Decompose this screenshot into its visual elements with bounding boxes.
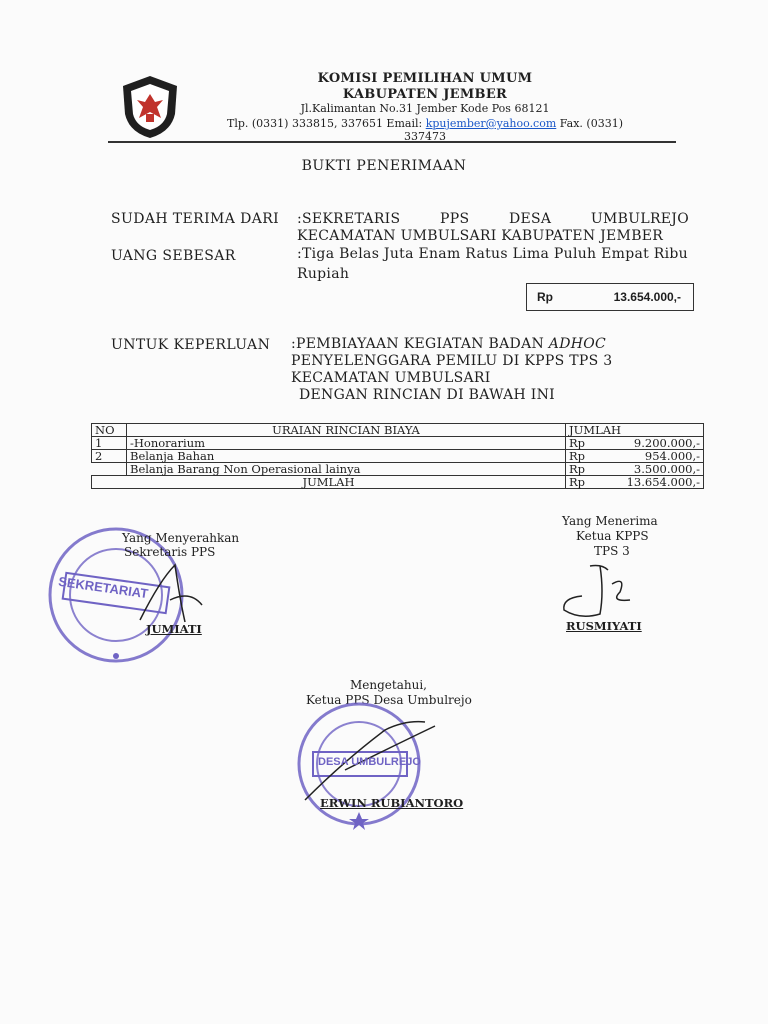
row-amount: 9.200.000,- xyxy=(602,437,704,450)
row-amount: 3.500.000,- xyxy=(602,463,704,476)
received-from-label: SUDAH TERIMA DARI xyxy=(111,211,280,227)
header-amount: JUMLAH xyxy=(566,424,704,437)
org-address: Jl.Kalimantan No.31 Jember Kode Pos 68121 xyxy=(300,102,550,115)
row-currency: Rp xyxy=(566,450,603,463)
org-name-line1: KOMISI PEMILIHAN UMUM xyxy=(317,71,533,86)
table-total-row xyxy=(92,476,704,489)
table-row xyxy=(92,463,704,476)
row-no: 2 xyxy=(92,450,127,463)
total-amount: 13.654.000,- xyxy=(602,476,704,489)
purpose-line3: KECAMATAN UMBULSARI xyxy=(291,370,491,386)
approver-role-line2: Ketua PPS Desa Umbulrejo xyxy=(306,693,472,707)
org-name-line2: KABUPATEN JEMBER xyxy=(342,87,508,102)
header-desc: URAIAN RINCIAN BIAYA xyxy=(127,424,566,437)
cost-detail-table xyxy=(91,423,704,489)
org-contact xyxy=(210,117,640,143)
contact-email-link[interactable]: kpujember@yahoo.com xyxy=(425,117,557,130)
pps-stamp-label: DESA UMBULREJO xyxy=(318,756,421,768)
secretariat-stamp-label: SEKRETARIAT xyxy=(57,573,150,602)
document-title: BUKTI PENERIMAAN xyxy=(301,158,467,174)
giver-signature-icon xyxy=(130,560,210,630)
total-currency: Rp xyxy=(566,476,603,489)
receiver-name: RUSMIYATI xyxy=(566,619,642,633)
giver-role-line2: Sekretaris PPS xyxy=(124,545,216,559)
purpose-line1 xyxy=(291,336,606,352)
row-desc: Belanja Bahan xyxy=(127,450,566,463)
row-desc: Belanja Barang Non Operasional lainya xyxy=(127,463,566,476)
letterhead-divider xyxy=(108,141,676,143)
received-from-line1: :SEKRETARIS PPS DESA UMBULREJO xyxy=(297,211,689,227)
giver-role-line1: Yang Menyerahkan xyxy=(122,531,240,545)
amount-words-line1: :Tiga Belas Juta Enam Ratus Lima Puluh Empat Ribu xyxy=(297,246,688,262)
row-currency: Rp xyxy=(566,437,603,450)
kpu-logo-icon xyxy=(119,74,181,140)
purpose-line1-text: :PEMBIAYAAN KEGIATAN BADAN xyxy=(291,336,549,352)
purpose-label: UNTUK KEPERLUAN xyxy=(111,337,271,353)
row-no xyxy=(92,463,127,476)
receiver-signature-icon xyxy=(560,562,640,622)
approver-name: ERWIN RUBIANTORO xyxy=(320,796,464,810)
total-label: JUMLAH xyxy=(92,476,566,489)
approver-role-line1: Mengetahui, xyxy=(350,678,427,692)
receiver-role-line1: Yang Menerima xyxy=(562,514,658,528)
purpose-line2: PENYELENGGARA PEMILU DI KPPS TPS 3 xyxy=(291,353,613,369)
row-desc: -Honorarium xyxy=(127,437,566,450)
amount-box-currency: Rp xyxy=(537,290,553,304)
row-no: 1 xyxy=(92,437,127,450)
purpose-line1-italic: ADHOC xyxy=(548,336,607,352)
received-from-line2: KECAMATAN UMBULSARI KABUPATEN JEMBER xyxy=(297,228,664,244)
amount-box-value: 13.654.000,- xyxy=(613,290,681,304)
amount-label: UANG SEBESAR xyxy=(111,248,236,264)
header-no: NO xyxy=(92,424,127,437)
table-header-row xyxy=(92,424,704,437)
amount-box xyxy=(526,283,694,311)
table-row xyxy=(92,450,704,463)
purpose-line4: DENGAN RINCIAN DI BAWAH INI xyxy=(299,387,555,403)
row-currency: Rp xyxy=(566,463,603,476)
contact-phone: Tlp. (0331) 333815, 337651 Email: xyxy=(227,117,423,130)
amount-words-line2: Rupiah xyxy=(297,266,350,282)
giver-name: JUMIATI xyxy=(146,622,202,636)
contact-fax: Fax. (0331) 337473 xyxy=(404,117,623,143)
row-amount: 954.000,- xyxy=(602,450,704,463)
table-row xyxy=(92,437,704,450)
receiver-role-line3: TPS 3 xyxy=(594,544,630,558)
receiver-role-line2: Ketua KPPS xyxy=(576,529,649,543)
